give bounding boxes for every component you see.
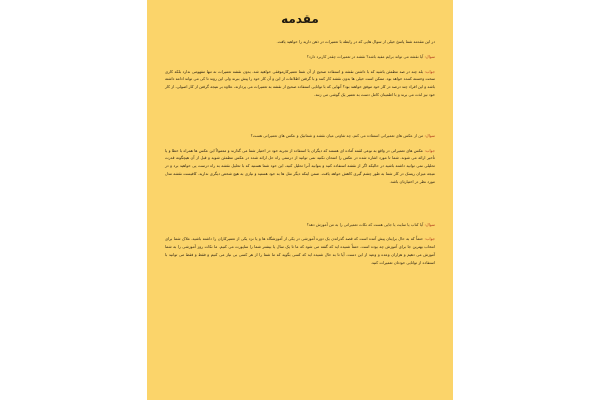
question-2-label: سوال:: [424, 132, 435, 138]
question-3: [165, 221, 435, 229]
page-content: [165, 38, 435, 274]
document-page: [147, 0, 453, 400]
answer-1: [165, 68, 435, 99]
question-3-text: آیا کتاب یا سایت یا جایی هست که نکات تعمیراتی را به من آموزش دهد؟: [306, 221, 424, 227]
answer-2: [165, 147, 435, 186]
question-2-text: من از عکس های تعمیراتی استفاده می کنم، چه تفاوتی میان نقشه و شماتیک و عکس های تعمیراتی هست؟: [250, 132, 424, 138]
answer-2-label: جواب:: [424, 147, 435, 153]
intro-paragraph: در این مقدمه شما پاسخ خیلی از سوال هایی که در رابطه با تعمیرات در ذهن دارید را خواهید یافت.: [276, 39, 435, 44]
answer-3: [165, 235, 435, 266]
answer-3-text: حتماً که به حال برایتان پیش آمده است که قصد گذراندن یک دوره آموزشی در یکی از آموزشگاه ها و یا نزد یکی از تعمیرکاران را داشته باشید. ملاک شما برای انتخاب بهترین جا برای آموزش چه بوده است. حتماً شنیده اید که گفته می شود که ما تا یک سال یا بیشتر شما را ساپورت می کنیم. ما نکات روز آموزشی را به شما آموزش می دهیم و هزاران وعده و وعید از این دست. آیا تا به حال شنیده اید که کسی بگوید که ما شما را از هر کسی بی نیاز می کنیم و فقط و فقط می توانید با استفاده از توانایی خودتان تعمیرات کنید.: [165, 236, 435, 265]
answer-1-text: بله چند در صد مطمئن باشید که با داشتن نقشه و استفاده صحیح از آن شما تعمیرکارموفقی خواهید شد. بدون نقشه تعمیرات نه تنها مفهومی ندارد بلکه کاری سخت وخسته کننده خواهد بود. ممکن است خیلی ها بدون نقشه کار کنند و با گرفتن اطلاعات از این و آن کار خود را پیش ببرند ولی این روند تا کی می تواند ادامه داشته باشد و این افراد چند درصد در کار خود موفق خواهند بود؟ آنهایی که با توانایی استفاده صحیح از نقشه به تعمیرات می پردازند، علاوه بر نتیجه گرفتن از کار اصولی، از کار خود نیز لذت می برند و با اطمینان کامل دست به تعمیر یک گوشی می زنند.: [165, 68, 435, 97]
spacer: [165, 106, 435, 132]
answer-2-text: عکس های تعمیراتی در واقع به نوعی لقمه آماده ای هستند که دیگران با استفاده از تجربه خود در اختیار شما می گذارند و معمولاً این عکس ها همراه با خطا و یا تأخیر ارائه می شوند. شما تا مورد اشاره شده در عکس را امتحان نکنید نمی توانید از درستی راه حل ارائه شده در عکس مطمئن شوید و قبل از آن هیچگونه قدرت تحلیلی نمی توانید داشته باشید در حالیکه اگر از نقشه استفاده کنید و بتوانید آنرا تحلیل کنید، این خود شما هستید که با تحلیل نقشه به راه درست پی خواهید برد و در نتیجه میزان ریسک در کار شما به طور چشم گیری کاهش خواهد یافت. ضمن اینکه دیگر مثل ها به خود هستید و نیازی به هیچ شخص دیگری ندارید. کافیست نقشه مدل مورد نظر در اختیارتان باشد.: [165, 147, 435, 184]
question-1-text: آیا نقشه می تواند برایم مفید باشد؟ نقشه در تعمیرات چقدر کاربرد دارد؟: [306, 53, 424, 59]
question-1: [165, 53, 435, 61]
spacer: [165, 193, 435, 221]
answer-1-label: جواب:: [424, 68, 435, 74]
question-1-label: سوال:: [424, 53, 435, 59]
answer-3-label: جواب:: [424, 236, 435, 242]
page-title: مقدمه: [281, 12, 319, 26]
question-2: [165, 132, 435, 140]
question-3-label: سوال:: [424, 221, 435, 227]
